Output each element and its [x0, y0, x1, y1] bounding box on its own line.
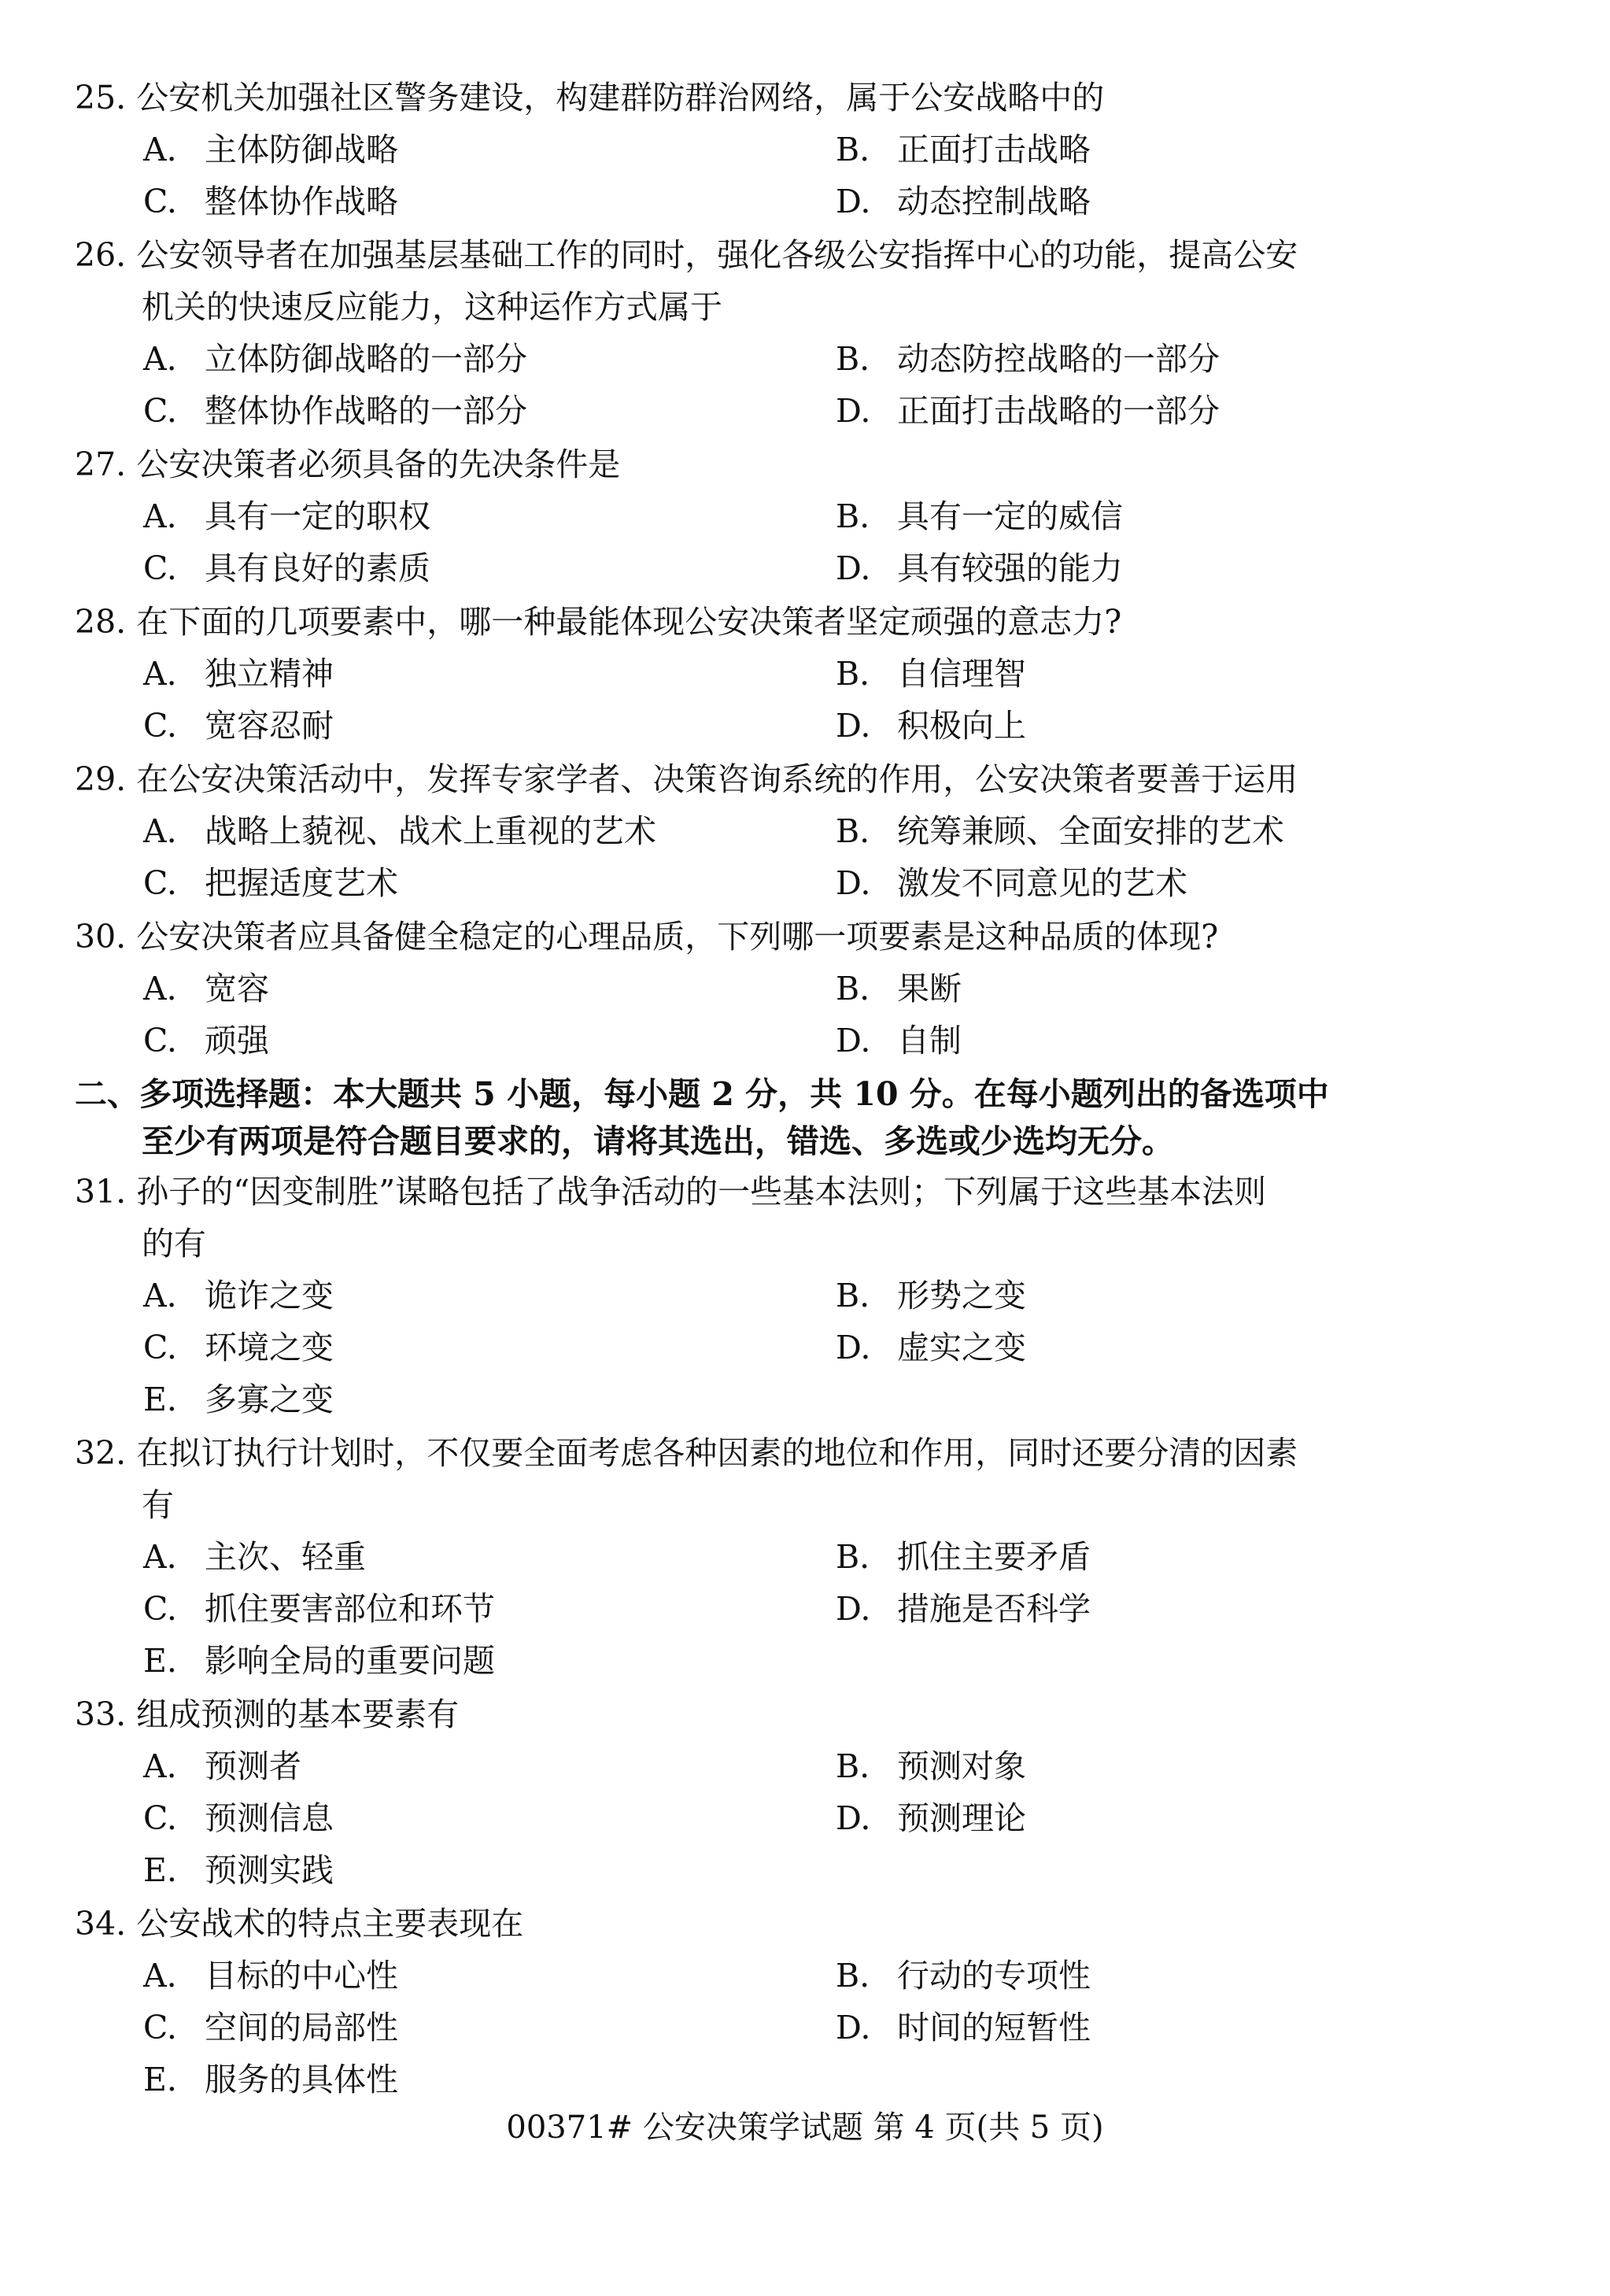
question-number: 27	[75, 446, 116, 483]
option-32-b: B. 抓住主要矛盾	[836, 1538, 1091, 1576]
question-number: 34	[75, 1905, 116, 1943]
option-26-d: D. 正面打击战略的一部分	[836, 392, 1220, 430]
question-30: 30. 公安决策者应具备健全稳定的心理品质，下列哪一项要素是这种品质的体现?	[75, 918, 1219, 956]
option-28-c: C. 宽容忍耐	[143, 707, 334, 745]
question-text: 在下面的几项要素中，哪一种最能体现公安决策者坚定顽强的意志力?	[136, 603, 1122, 641]
question-number: 32	[75, 1434, 116, 1472]
option-33-d: D. 预测理论	[836, 1799, 1026, 1837]
question-number: 29	[75, 760, 116, 798]
question-text: 公安领导者在加强基层基础工作的同时，强化各级公安指挥中心的功能，提高公安	[136, 236, 1298, 274]
question-27: 27. 公安决策者必须具备的先决条件是	[75, 446, 621, 483]
option-29-d: D. 激发不同意见的艺术	[836, 864, 1187, 902]
option-26-a: A. 立体防御战略的一部分	[143, 340, 527, 378]
question-26-line2: 机关的快速反应能力，这种运作方式属于	[142, 288, 722, 326]
option-31-c: C. 环境之变	[143, 1329, 334, 1366]
option-33-a: A. 预测者	[143, 1747, 301, 1785]
option-31-b: B. 形势之变	[836, 1277, 1026, 1314]
question-32-line2: 有	[142, 1486, 174, 1524]
page-footer: 00371# 公安决策学试题 第 4 页(共 5 页)	[506, 2109, 1104, 2146]
question-text: 在拟订执行计划时，不仅要全面考虑各种因素的地位和作用，同时还要分清的因素	[136, 1434, 1298, 1472]
option-34-e: E. 服务的具体性	[143, 2061, 398, 2098]
option-31-a: A. 诡诈之变	[143, 1277, 334, 1314]
option-27-b: B. 具有一定的威信	[836, 497, 1123, 535]
question-text: 组成预测的基本要素有	[136, 1695, 460, 1733]
option-34-a: A. 目标的中心性	[143, 1957, 398, 1995]
option-28-d: D. 积极向上	[836, 707, 1026, 745]
question-number: 33	[75, 1695, 116, 1733]
option-30-b: B. 果断	[836, 970, 962, 1008]
option-33-e: E. 预测实践	[143, 1851, 334, 1889]
option-34-b: B. 行动的专项性	[836, 1957, 1091, 1995]
option-31-e: E. 多寡之变	[143, 1381, 334, 1418]
option-28-b: B. 自信理智	[836, 655, 1026, 693]
question-26: 26. 公安领导者在加强基层基础工作的同时，强化各级公安指挥中心的功能，提高公安	[75, 236, 1298, 274]
option-25-a: A. 主体防御战略	[143, 131, 398, 168]
question-33: 33. 组成预测的基本要素有	[75, 1695, 460, 1733]
question-text: 公安决策者必须具备的先决条件是	[136, 446, 621, 483]
question-31: 31. 孙子的“因变制胜”谋略包括了战争活动的一些基本法则；下列属于这些基本法则	[75, 1173, 1267, 1211]
option-33-c: C. 预测信息	[143, 1799, 334, 1837]
option-25-b: B. 正面打击战略	[836, 131, 1091, 168]
question-number: 28	[75, 603, 116, 641]
option-27-a: A. 具有一定的职权	[143, 497, 430, 535]
question-31-line2: 的有	[142, 1225, 206, 1263]
question-number: 30	[75, 918, 116, 956]
option-25-c: C. 整体协作战略	[143, 183, 398, 220]
question-number: 31	[75, 1173, 116, 1211]
question-34: 34. 公安战术的特点主要表现在	[75, 1905, 524, 1943]
question-text: 孙子的“因变制胜”谋略包括了战争活动的一些基本法则；下列属于这些基本法则	[136, 1173, 1267, 1211]
option-34-d: D. 时间的短暂性	[836, 2009, 1091, 2046]
section-header-line2: 至少有两项是符合题目要求的，请将其选出，错选、多选或少选均无分。	[142, 1122, 1174, 1160]
option-29-a: A. 战略上藐视、战术上重视的艺术	[143, 812, 656, 850]
option-32-e: E. 影响全局的重要问题	[143, 1642, 495, 1680]
question-text: 公安决策者应具备健全稳定的心理品质，下列哪一项要素是这种品质的体现?	[136, 918, 1219, 956]
option-27-d: D. 具有较强的能力	[836, 549, 1123, 587]
option-32-a: A. 主次、轻重	[143, 1538, 366, 1576]
option-25-d: D. 动态控制战略	[836, 183, 1091, 220]
option-30-a: A. 宽容	[143, 970, 269, 1008]
question-text: 公安机关加强社区警务建设，构建群防群治网络，属于公安战略中的	[136, 79, 1105, 116]
question-32: 32. 在拟订执行计划时，不仅要全面考虑各种因素的地位和作用，同时还要分清的因素	[75, 1434, 1298, 1472]
option-32-d: D. 措施是否科学	[836, 1590, 1091, 1628]
option-28-a: A. 独立精神	[143, 655, 334, 693]
question-25: 25. 公安机关加强社区警务建设，构建群防群治网络，属于公安战略中的	[75, 79, 1105, 116]
option-30-c: C. 顽强	[143, 1022, 269, 1059]
section-header: 二、多项选择题：本大题共 5 小题，每小题 2 分，共 10 分。在每小题列出的备选项中	[75, 1075, 1329, 1113]
question-text: 公安战术的特点主要表现在	[136, 1905, 524, 1943]
option-26-c: C. 整体协作战略的一部分	[143, 392, 527, 430]
option-34-c: C. 空间的局部性	[143, 2009, 398, 2046]
question-28: 28. 在下面的几项要素中，哪一种最能体现公安决策者坚定顽强的意志力?	[75, 603, 1122, 641]
option-30-d: D. 自制	[836, 1022, 962, 1059]
option-29-b: B. 统筹兼顾、全面安排的艺术	[836, 812, 1284, 850]
option-29-c: C. 把握适度艺术	[143, 864, 398, 902]
question-number: 25	[75, 79, 116, 116]
option-31-d: D. 虚实之变	[836, 1329, 1026, 1366]
option-27-c: C. 具有良好的素质	[143, 549, 430, 587]
question-number: 26	[75, 236, 116, 274]
option-26-b: B. 动态防控战略的一部分	[836, 340, 1220, 378]
question-29: 29. 在公安决策活动中，发挥专家学者、决策咨询系统的作用，公安决策者要善于运用	[75, 760, 1298, 798]
question-text: 在公安决策活动中，发挥专家学者、决策咨询系统的作用，公安决策者要善于运用	[136, 760, 1298, 798]
option-32-c: C. 抓住要害部位和环节	[143, 1590, 495, 1628]
option-33-b: B. 预测对象	[836, 1747, 1026, 1785]
